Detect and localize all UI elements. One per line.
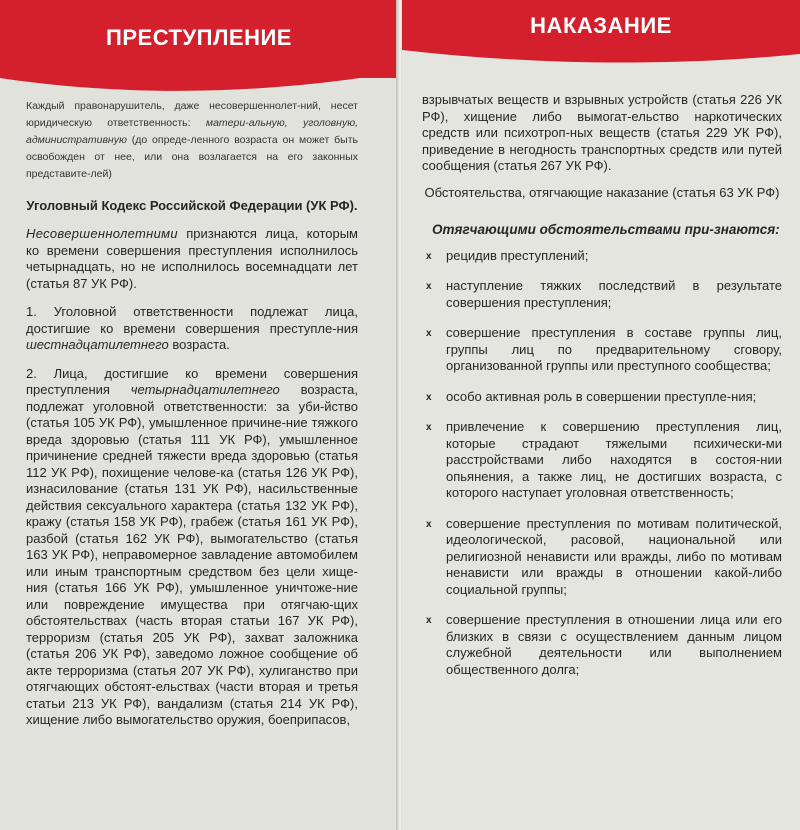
list-item: x особо активная роль в совершении преступле-ния; [422,389,782,406]
paragraph-2: 2. Лица, достигшие ко времени совершения преступления четырнадцатилетнего возраста, подлежат уголовной ответственности: за уби-йство (статья 105 УК РФ), умышленное причине-ние тяжкого вреда здоровью (статья 111 УК РФ), умышленное причинение средней тяжести вреда здоровью (статья 112 УК РФ), похищение челове-ка (статья 126 УК РФ), изнасилование (статья 131 УК РФ), насильственные действия сексуального характера (статья 132 УК РФ), кражу (статья 158 УК РФ), грабеж (статья 161 УК РФ), разбой (статья 162 УК РФ), вымогательство (статья 163 УК РФ), неправомерное завладение автомобилем или иным транспортным средством без цели хище-ния (статья 166 УК РФ), умышленное уничтоже-ние или повреждение имущества при отягчаю-щих обстоятельствах (часть вторая статьи 167 УК РФ), терроризм (статья 205 УК РФ), захват заложника (статья 206 УК РФ), заведомо ложное сообщение об акте терроризма (статья 207 УК РФ), хулиганство при отягчающих обстоят-ельствах (части вторая и третья статьи 213 УК РФ), вандализм (статья 214 УК РФ), хищение либо вымогательство оружия, боеприпасов, [26,365,359,727]
bullet-x-icon: x [426,281,432,292]
left-content [26,98,358,729]
minors-definition: Несовершеннолетними признаются лица, которым ко времени совершения преступления исполнилось четырнадцать, но не исполнилось восемнадцати лет (статья 87 УК РФ). [26,226,358,291]
right-content [422,92,782,692]
list-item: x совершение преступления по мотивам политической, идеологической, расовой, национальной или религиозной ненависти или вражды, либо по мотивам ненависти или вражды в отношении какой-либо социальной группы; [426,515,782,597]
right-page [402,0,800,830]
list-item: x рецидив преступлений; [422,248,782,265]
list-item: x совершение преступления в отношении лица или его близких в связи с осуществлением данным лицом служебной деятельности или выполнением общественного долга; [426,612,782,677]
bullet-x-icon: x [426,518,432,530]
right-banner-title: НАКАЗАНИЕ [530,13,672,38]
bullet-x-icon: x [426,250,432,262]
bullet-x-icon: x [426,422,432,433]
criminal-code-title: Уголовный Кодекс Российской Федерации (УК РФ). [26,198,358,213]
aggravating-list [422,248,782,679]
paragraph-1: 1. Уголовной ответственности подлежат лица, достигшие ко времени совершения преступле-ния шестнадцатилетнего возраста. [26,304,358,352]
intro-paragraph: Каждый правонарушитель, даже несовершеннолет-ний, несет юридическую ответственность: матери-альную, уголовную, административную (до опреде-ленного возраста он может быть освобожден от нее, или она возлагается на его законных представите-лей) [26,100,359,180]
list-item: x привлечение к совершению преступления лиц, которые страдают тяжелыми психически-ми расстройствами либо находятся в состоя-нии опьянения, а также лиц, не достигших возраста, с которого наступает уголовная ответственность; [426,419,782,500]
left-banner-wave [0,66,398,96]
circumstances-title: Обстоятельства, отягчающие наказание (статья 63 УК РФ) [424,184,780,200]
list-item: x наступление тяжких последствий в результате совершения преступления; [426,278,782,310]
continuation-paragraph: взрывчатых веществ и взрывных устройств (статья 226 УК РФ), хищение либо вымогат-ельство наркотических средств или психотроп-ных веществ (статья 229 УК РФ), приведение в негодность транспортных средств или путей сообщения (статья 267 УК РФ). [422,92,782,173]
left-banner-title: ПРЕСТУПЛЕНИЕ [106,25,292,50]
aggravating-heading: Отягчающими обстоятельствами при-знаются: [432,221,780,237]
bullet-x-icon: x [426,328,432,339]
right-banner-wave [402,40,800,70]
left-page [0,0,398,830]
bullet-x-icon: x [426,615,432,626]
bullet-x-icon: x [426,391,432,403]
list-item: x совершение преступления в составе группы лиц, группы лиц по предварительному сговору, организованной группы или преступного сообщества; [426,325,782,373]
